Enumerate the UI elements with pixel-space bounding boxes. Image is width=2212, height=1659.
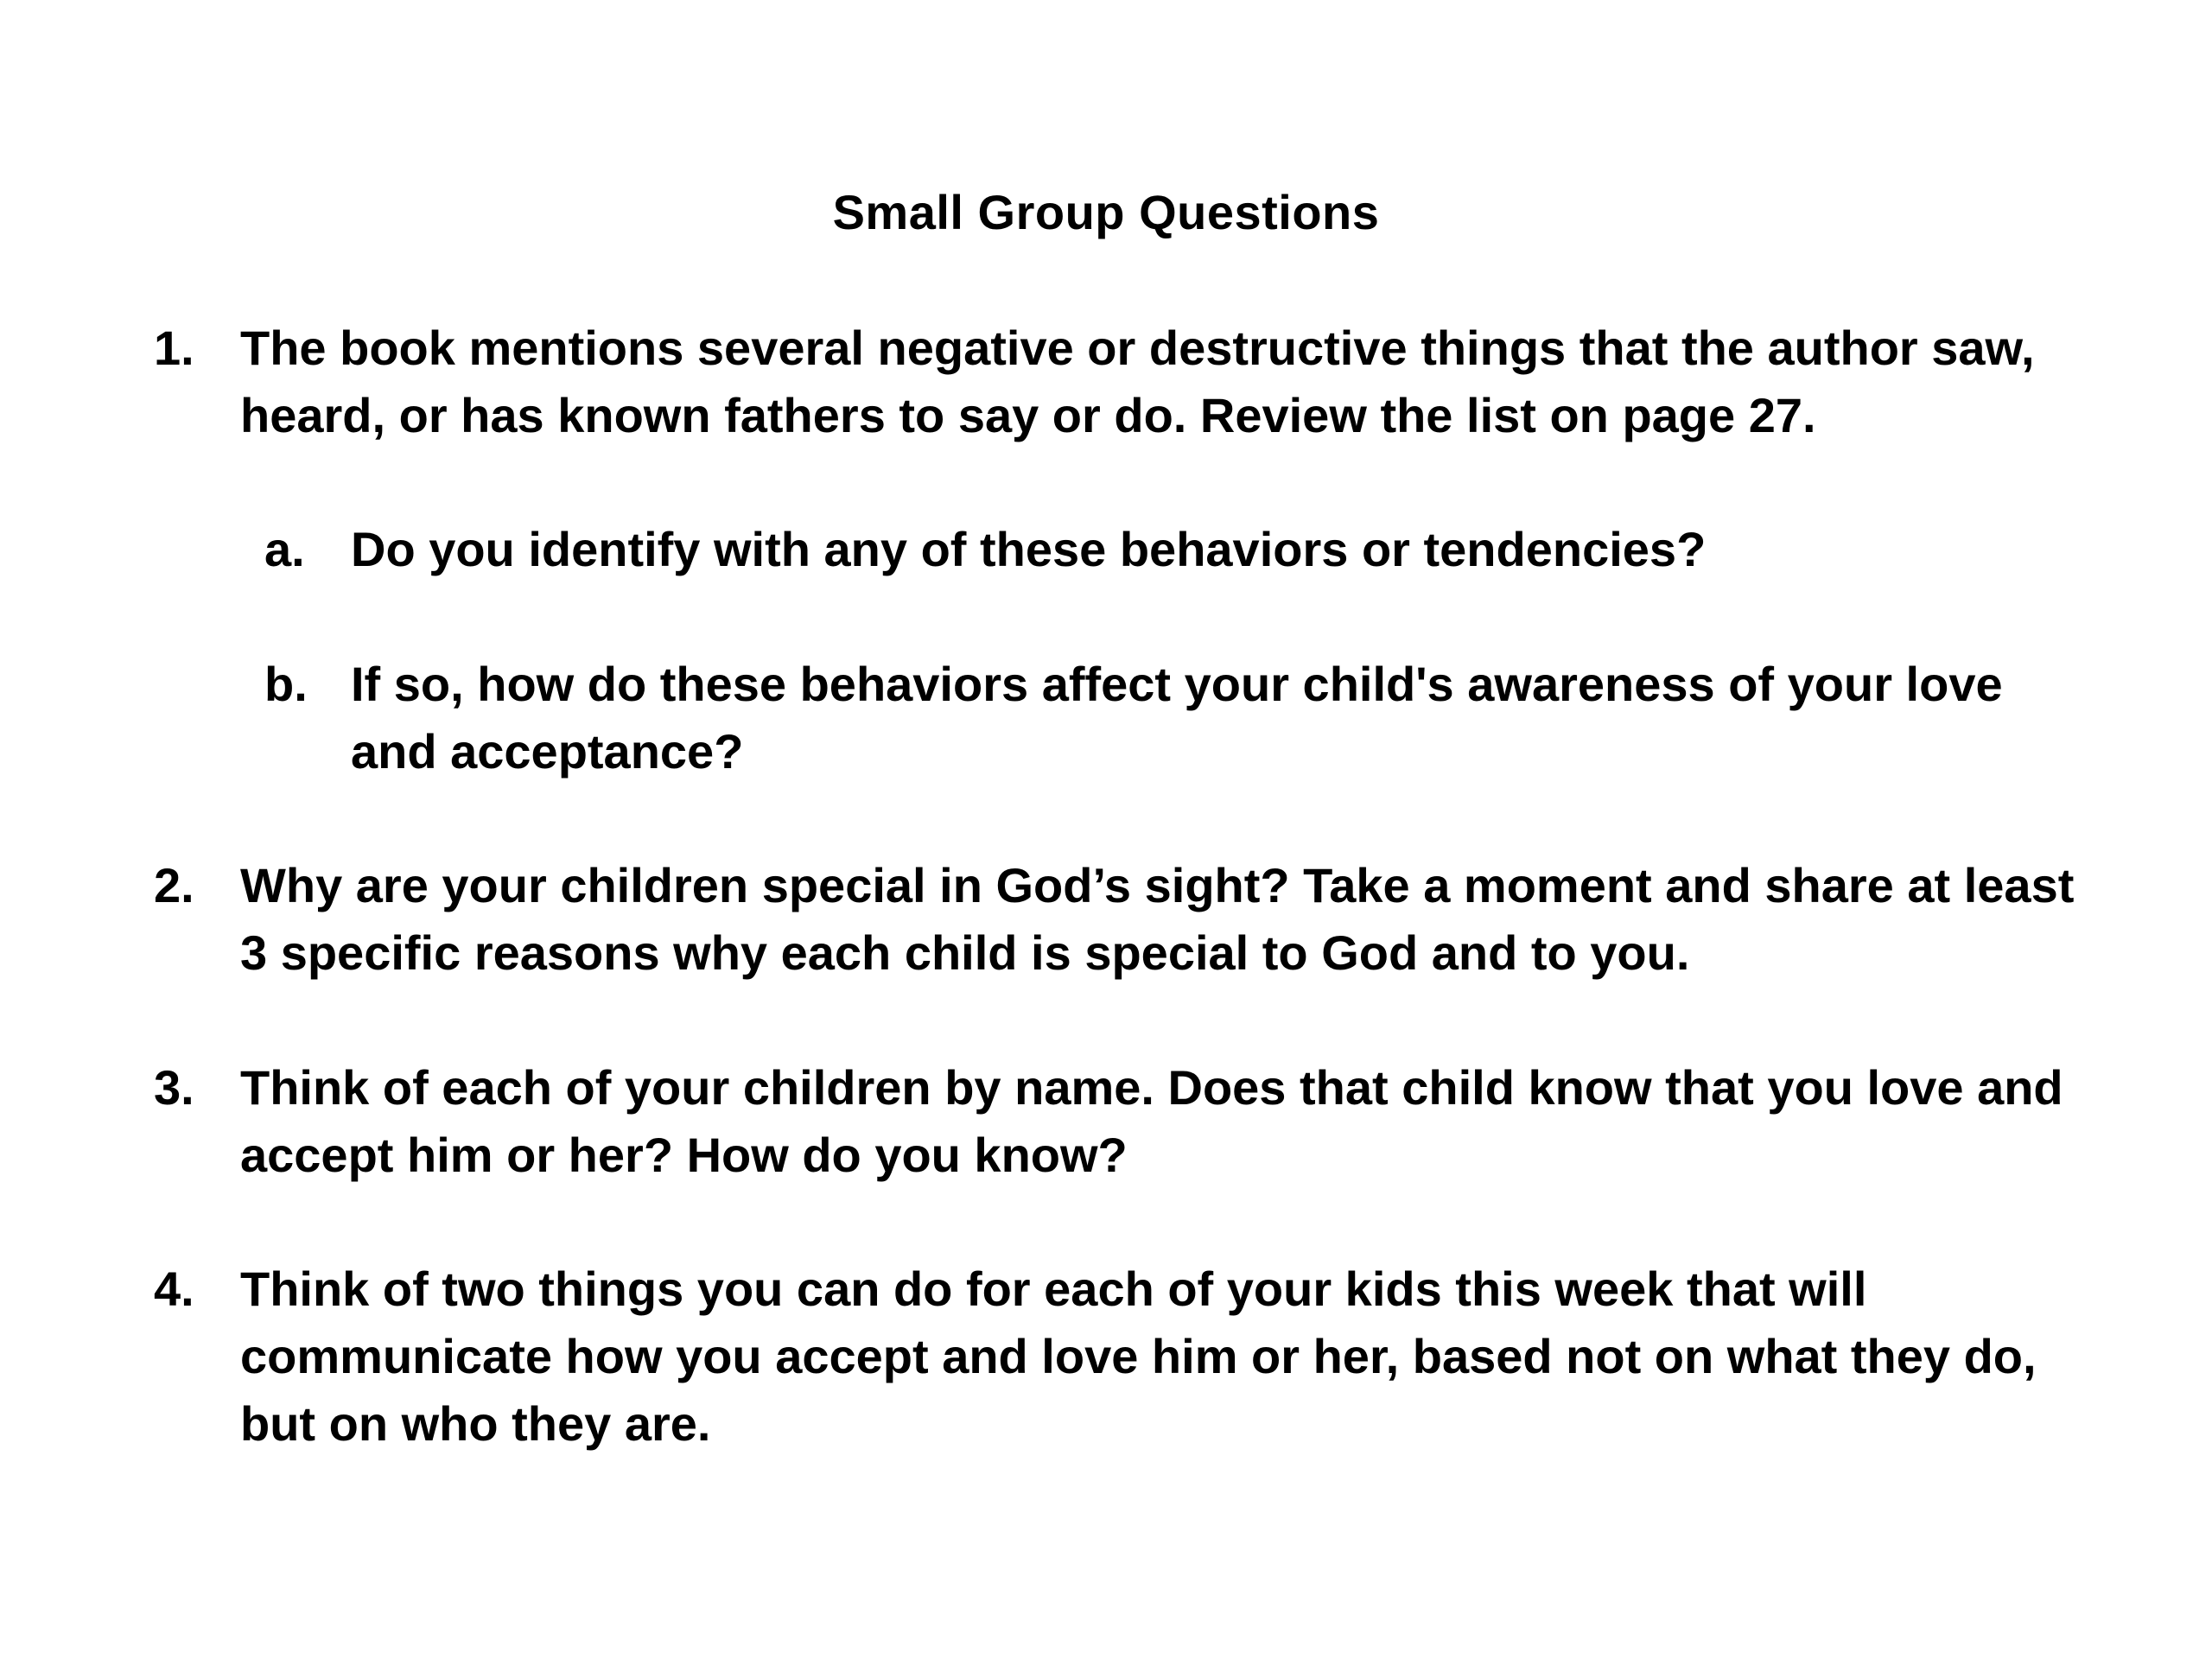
question-line: heard, or has known fathers to say or do. Review the list on page 27. xyxy=(240,388,1816,442)
subquestion-line: Do you identify with any of these behaviors or tendencies? xyxy=(351,522,1707,576)
question-text xyxy=(240,852,2107,987)
subquestion-line: and acceptance? xyxy=(351,724,744,779)
question-number: 1. xyxy=(154,321,194,375)
subquestion-letter: b. xyxy=(264,657,308,711)
question-line: Think of each of your children by name. Does that child know that you love and xyxy=(240,1060,2063,1115)
question-line: communicate how you accept and love him or her, based not on what they do, xyxy=(240,1329,2037,1383)
subquestion-text xyxy=(351,651,2105,785)
question-number: 2. xyxy=(154,858,194,912)
question-text xyxy=(240,1255,2107,1458)
subquestion-text xyxy=(351,516,2105,583)
question-line: Think of two things you can do for each of your kids this week that will xyxy=(240,1262,1867,1316)
question-text xyxy=(240,315,2107,449)
question-line: accept him or her? How do you know? xyxy=(240,1128,1128,1182)
subquestion-letter: a. xyxy=(264,522,305,576)
question-number: 3. xyxy=(154,1060,194,1115)
question-text xyxy=(240,1054,2107,1189)
question-line: Why are your children special in God’s sight? Take a moment and share at least xyxy=(240,858,2075,912)
question-line: 3 specific reasons why each child is special to God and to you. xyxy=(240,925,1690,980)
subquestion-line: If so, how do these behaviors affect your child's awareness of your love xyxy=(351,657,2003,711)
question-line: but on who they are. xyxy=(240,1396,711,1451)
question-number: 4. xyxy=(154,1262,194,1316)
question-line: The book mentions several negative or destructive things that the author saw, xyxy=(240,321,2035,375)
page-title: Small Group Questions xyxy=(832,185,1380,239)
